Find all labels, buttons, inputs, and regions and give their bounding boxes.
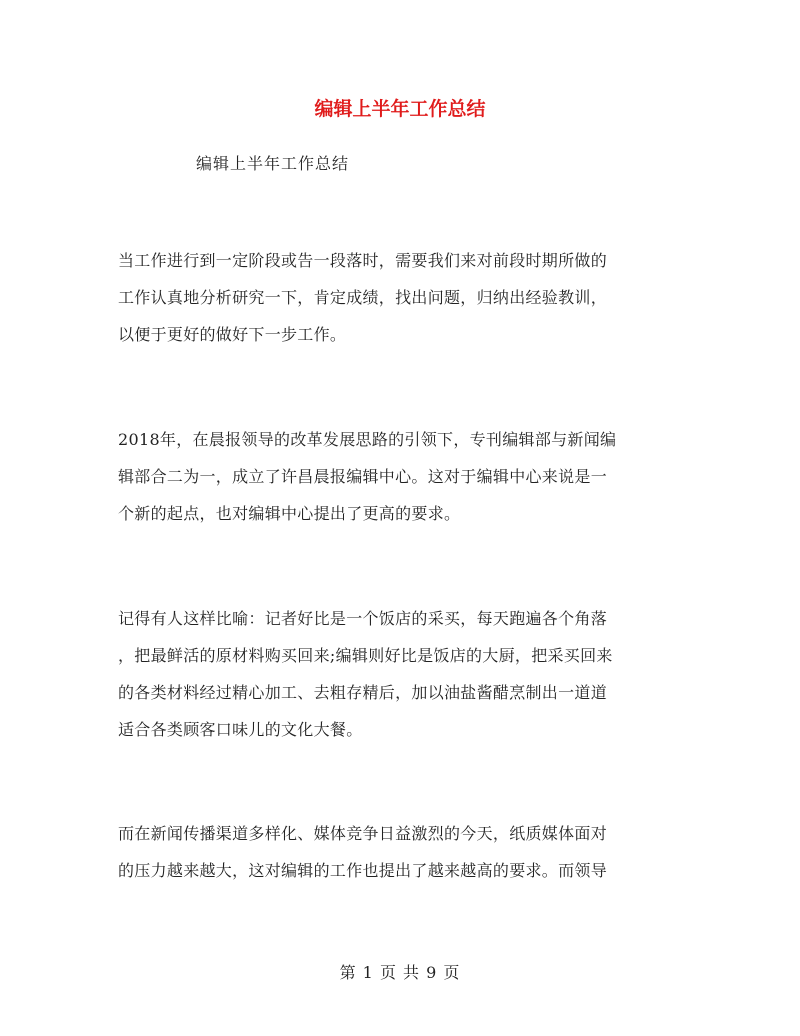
document-title: 编辑上半年工作总结 <box>314 98 486 120</box>
paragraph-line: 而在新闻传播渠道多样化、媒体竞争日益激烈的今天，纸质媒体面对 <box>118 824 608 843</box>
paragraph-line: 工作认真地分析研究一下，肯定成绩，找出问题，归纳出经验教训， <box>118 288 608 307</box>
paragraph-1 <box>118 242 684 353</box>
paragraph-line: ，把最鲜活的原材料购买回来;编辑则好比是饭店的大厨，把采买回来 <box>118 646 613 665</box>
paragraph-2 <box>118 421 684 532</box>
paragraph-3 <box>118 600 684 748</box>
paragraph-line: 适合各类顾客口味儿的文化大餐。 <box>118 720 363 739</box>
paragraph-4 <box>118 815 684 889</box>
paragraph-line: 记得有人这样比喻：记者好比是一个饭店的采买，每天跑遍各个角落 <box>118 609 608 628</box>
paragraph-line: 当工作进行到一定阶段或告一段落时，需要我们来对前段时期所做的 <box>118 251 608 270</box>
paragraph-line: 个新的起点，也对编辑中心提出了更高的要求。 <box>118 504 461 523</box>
paragraph-line: 2018年，在晨报领导的改革发展思路的引领下，专刊编辑部与新闻编 <box>118 430 617 449</box>
page-number-footer: 第 1 页 共 9 页 <box>339 963 461 982</box>
paragraph-line: 的压力越来越大，这对编辑的工作也提出了越来越高的要求。而领导 <box>118 861 608 880</box>
document-subtitle: 编辑上半年工作总结 <box>196 154 350 173</box>
paragraph-line: 以便于更好的做好下一步工作。 <box>118 325 347 344</box>
paragraph-line: 辑部合二为一，成立了许昌晨报编辑中心。这对于编辑中心来说是一 <box>118 467 608 486</box>
paragraph-line: 的各类材料经过精心加工、去粗存精后，加以油盐酱醋烹制出一道道 <box>118 683 608 702</box>
